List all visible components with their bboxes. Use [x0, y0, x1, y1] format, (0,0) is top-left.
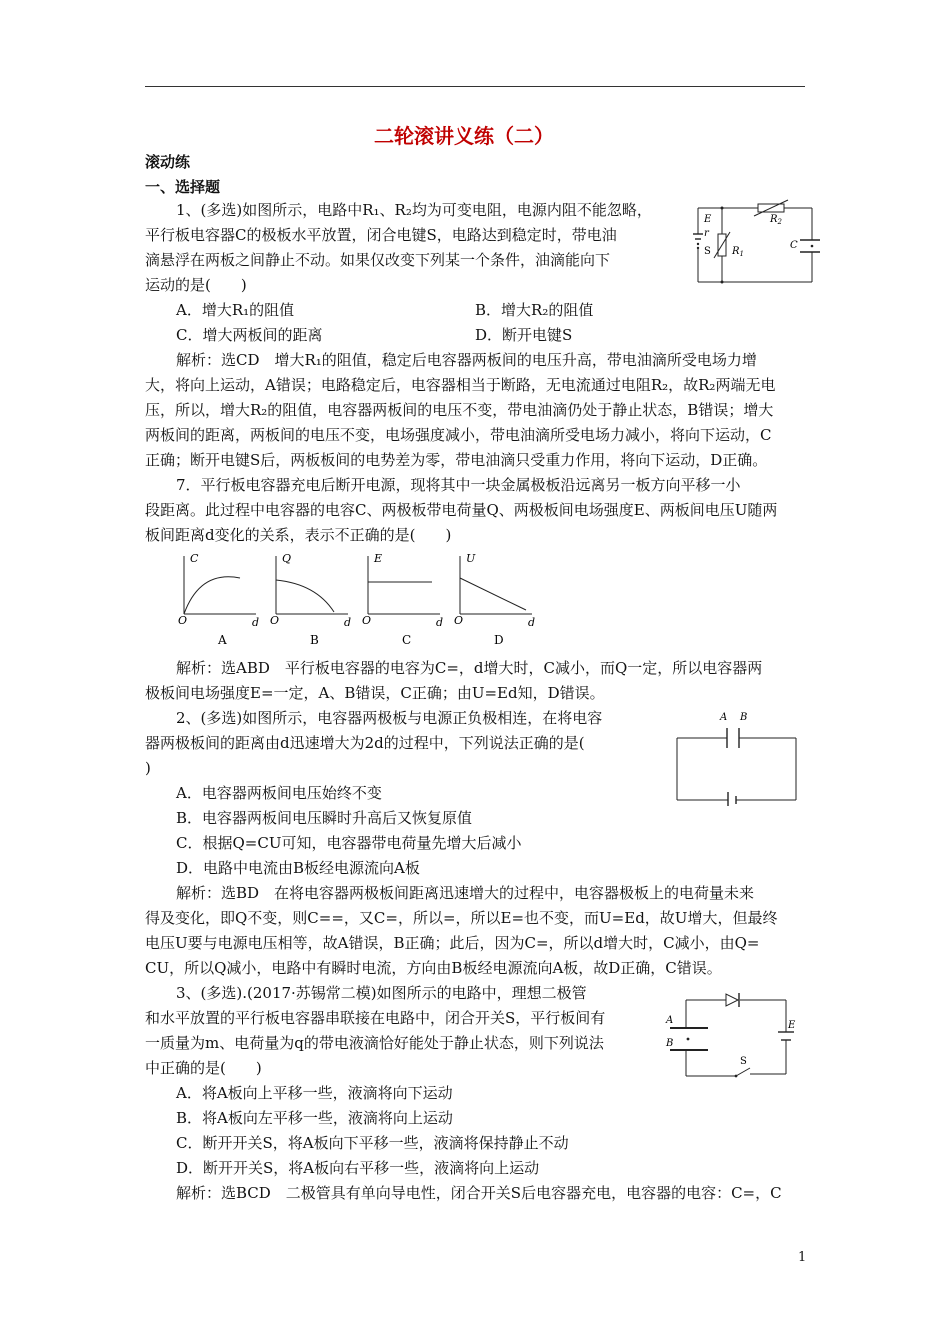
q1-option-d: D．断开电键S [475, 326, 573, 344]
q1-analysis-1: 解析：选CD 增大R₁的阻值，稳定后电容器两板间的电压升高，带电油滴所受电场力增 [176, 351, 757, 369]
q7-analysis-1: 解析：选ABD 平行板电容器的电容为C=，d增大时，C减小，而Q一定，所以电容器两 [176, 659, 763, 677]
graph-a-ylabel: C [190, 552, 199, 565]
q3-fig-S: S [740, 1056, 747, 1067]
q7-analysis-2: 极板间电场强度E=一定，A、B错误，C正确；由U=Ed知，D错误。 [145, 684, 605, 702]
q1-analysis-4: 两板间的距离，两板间的电压不变，电场强度减小，带电油滴所受电场力减小，将向下运动，C [145, 426, 772, 444]
q2-analysis-1: 解析：选BD 在将电容器两极板间距离迅速增大的过程中，电容器极板上的电荷量未来 [176, 884, 755, 902]
graph-d-ylabel: U [466, 552, 476, 565]
graph-b-xlabel: d [344, 616, 352, 629]
q1-fig-r: r [704, 228, 709, 239]
q7-line-1: 7．平行板电容器充电后断开电源，现将其中一块金属极板沿远离另一板方向平移一小 [176, 476, 741, 494]
graph-a-origin: O [178, 614, 188, 627]
q7-line-3: 板间距离d变化的关系，表示不正确的是( ) [145, 526, 452, 544]
graph-c-caption: C [402, 633, 412, 647]
q3-line-4: 中正确的是( ) [145, 1059, 262, 1077]
q3-fig-E: E [788, 1020, 796, 1031]
q3-analysis-1: 解析：选BCD 二极管具有单向导电性，闭合开关S后电容器充电，电容器的电容：C=，C [176, 1184, 782, 1202]
graph-a-xlabel: d [252, 616, 260, 629]
q1-line-3: 滴悬浮在两板之间静止不动。如果仅改变下列某一个条件，油滴能向下 [145, 251, 611, 269]
graph-c-ylabel: E [374, 552, 383, 565]
q3-line-3: 一质量为m、电荷量为q的带电液滴恰好能处于静止状态，则下列说法 [145, 1034, 604, 1052]
q1-analysis-2: 大，将向上运动，A错误；电路稳定后，电容器相当于断路，无电流通过电阻R₂，故R₂两端无电 [145, 376, 776, 394]
q1-option-c: C．增大两板间的距离 [176, 326, 323, 344]
graph-c-xlabel: d [436, 616, 444, 629]
header-rule [145, 86, 805, 87]
q1-line-2: 平行板电容器C的极板水平放置，闭合电键S，电路达到稳定时，带电油 [145, 226, 617, 244]
page-number: 1 [798, 1250, 807, 1265]
q7-graphs [170, 548, 550, 650]
q1-fig-R1: $R_1$ [732, 246, 744, 258]
q1-line-1: 1、(多选)如图所示，电路中R₁、R₂均为可变电阻，电源内阻不能忽略， [176, 201, 652, 219]
q2-option-b: B．电容器两板间电压瞬时升高后又恢复原值 [176, 809, 473, 827]
q2-circuit-diagram [672, 706, 802, 806]
section-heading: 滚动练 [145, 153, 191, 171]
graph-b-caption: B [310, 633, 319, 647]
graph-d-xlabel: d [528, 616, 536, 629]
page-title: 二轮滚讲义练（二） [374, 124, 554, 148]
graph-a-caption: A [218, 633, 227, 647]
q1-option-a: A．增大R₁的阻值 [176, 301, 295, 319]
q3-fig-B: B [666, 1038, 674, 1049]
q1-circuit-diagram [690, 196, 820, 288]
q2-line-2: 器两极板间的距离由d迅速增大为2d的过程中，下列说法正确的是( [145, 734, 585, 752]
graph-d-caption: D [494, 633, 504, 647]
q2-fig-A: A [720, 712, 728, 723]
q3-option-b: B．将A板向左平移一些，液滴将向上运动 [176, 1109, 453, 1127]
q3-option-a: A．将A板向上平移一些，液滴将向下运动 [176, 1084, 453, 1102]
q2-analysis-4: CU，所以Q减小，电路中有瞬时电流，方向由B板经电源流向A板，故D正确，C错误。 [145, 959, 722, 977]
q7-line-2: 段距离。此过程中电容器的电容C、两极板带电荷量Q、两极板间电场强度E、两板间电压U随两 [145, 501, 778, 519]
q1-fig-E: E [704, 214, 712, 225]
q2-fig-B: B [740, 712, 748, 723]
q1-line-4: 运动的是( ) [145, 276, 247, 294]
q2-line-3: ) [145, 759, 151, 777]
graph-c-origin: O [362, 614, 372, 627]
q3-line-1: 3、(多选).(2017·苏锡常二模)如图所示的电路中，理想二极管 [176, 984, 587, 1002]
graph-b-ylabel: Q [282, 552, 292, 565]
q1-analysis-5: 正确；断开电键S后，两板板间的电势差为零，带电油滴只受重力作用，将向下运动，D正确。 [145, 451, 768, 469]
q1-fig-S: S [704, 246, 711, 257]
graph-b-origin: O [270, 614, 280, 627]
q1-fig-R2: $R_2$ [770, 214, 782, 226]
q2-option-d: D．电路中电流由B板经电源流向A板 [176, 859, 420, 877]
q3-option-d: D．断开开关S，将A板向右平移一些，液滴将向上运动 [176, 1159, 540, 1177]
q2-analysis-2: 得及变化，即Q不变，则C==，又C=，所以=，所以E=也不变，而U=Ed，故U增大，但最终 [145, 909, 778, 927]
q1-fig-C: C [790, 240, 798, 251]
q3-fig-A: A [666, 1015, 674, 1026]
q1-option-b: B．增大R₂的阻值 [475, 301, 594, 319]
q2-option-c: C．根据Q=CU可知，电容器带电荷量先增大后减小 [176, 834, 522, 852]
q1-analysis-3: 压，所以，增大R₂的阻值，电容器两板间的电压不变，带电油滴仍处于静止状态，B错误；增大 [145, 401, 774, 419]
q3-option-c: C．断开开关S，将A板向下平移一些，液滴将保持静止不动 [176, 1134, 569, 1152]
graph-d-origin: O [454, 614, 464, 627]
q2-analysis-3: 电压U要与电源电压相等，故A错误，B正确；此后，因为C=，所以d增大时，C减小，由Q= [145, 934, 760, 952]
q3-line-2: 和水平放置的平行板电容器串联接在电路中，闭合开关S，平行板间有 [145, 1009, 606, 1027]
subsection-heading: 一、选择题 [145, 178, 221, 196]
q2-line-1: 2、(多选)如图所示，电容器两极板与电源正负极相连，在将电容 [176, 709, 603, 727]
q3-circuit-diagram [664, 988, 804, 1082]
q2-option-a: A．电容器两板间电压始终不变 [176, 784, 382, 802]
